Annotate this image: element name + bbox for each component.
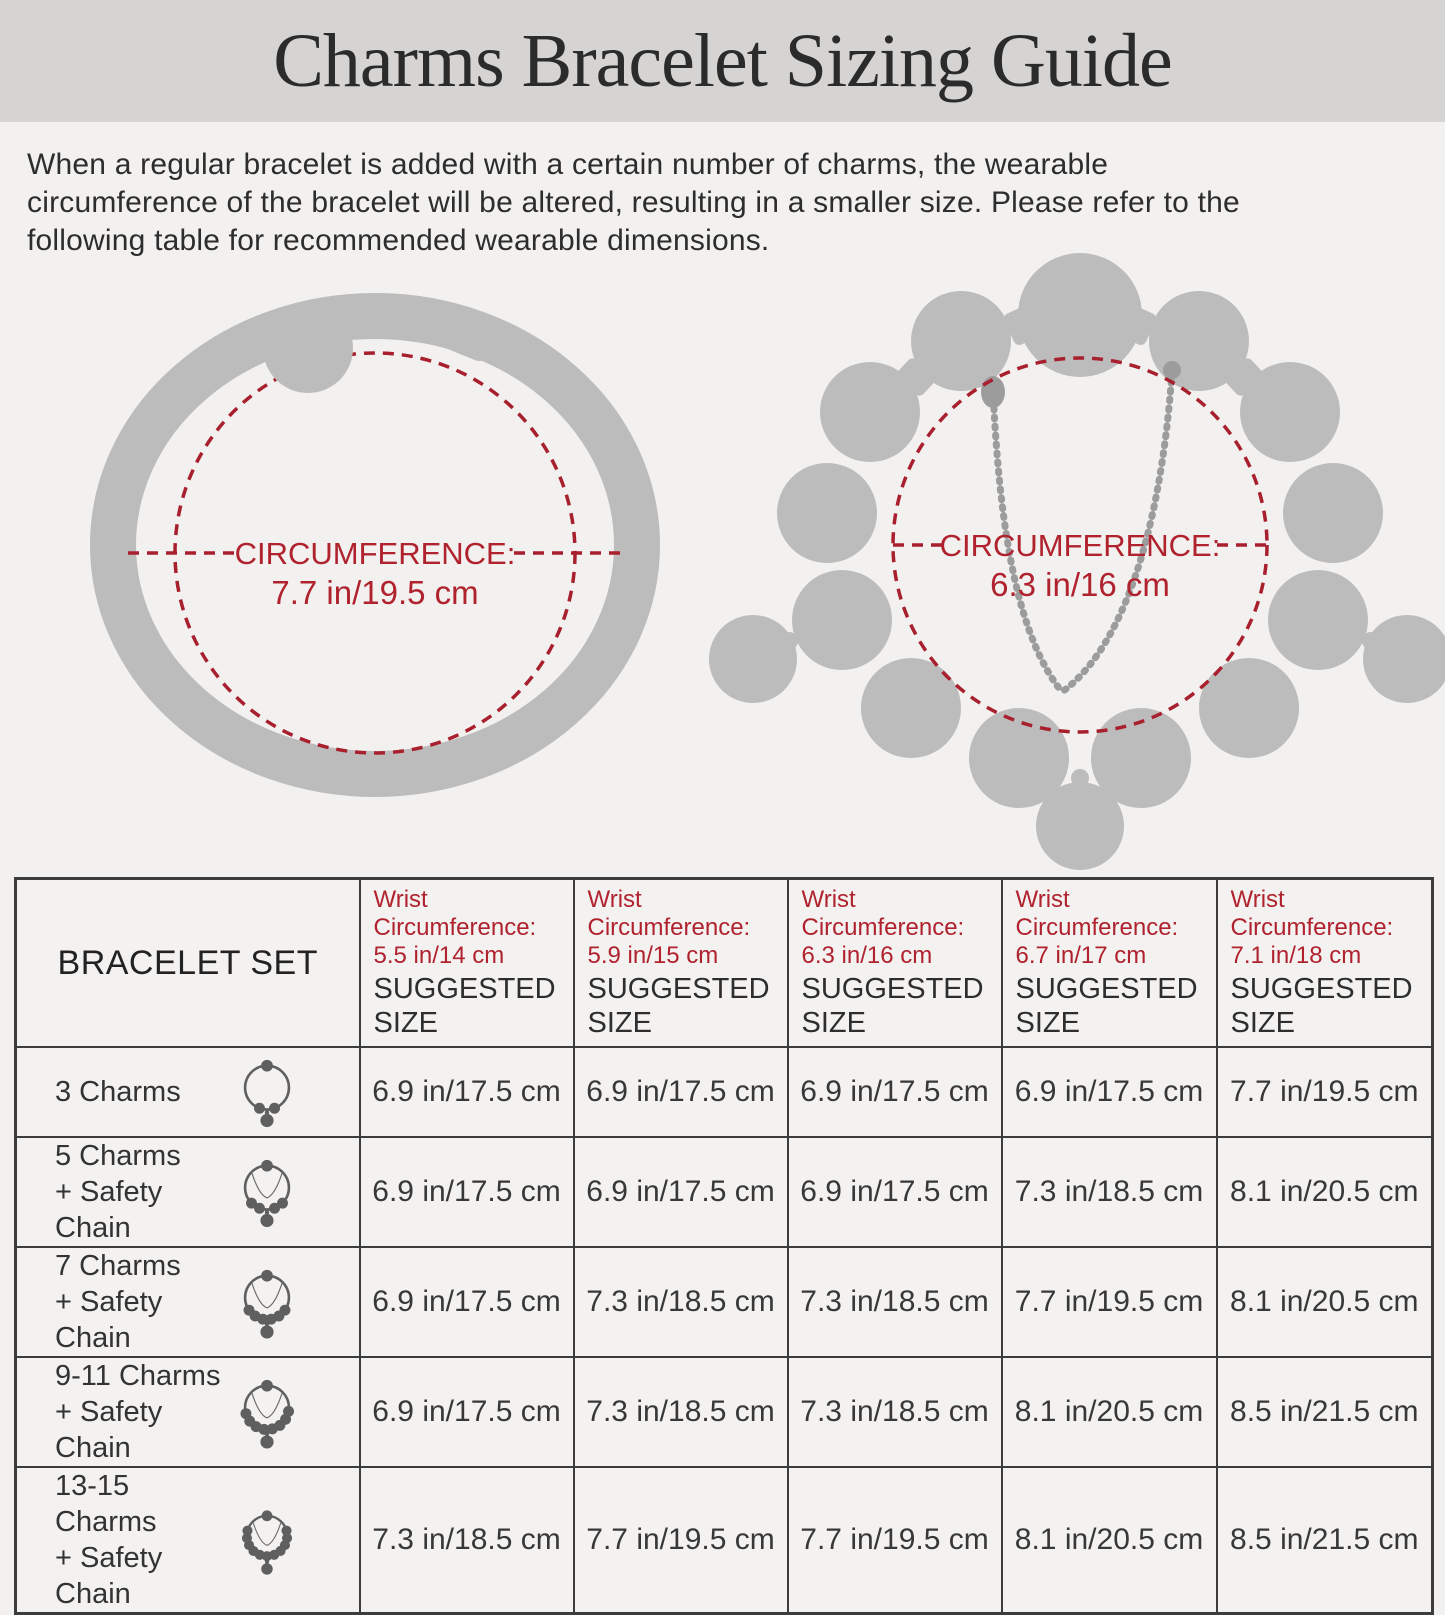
size-value: 6.9 in/17.5 cm (360, 1357, 574, 1467)
set-label: 9-11 Charms + Safety Chain (55, 1360, 221, 1464)
table-row-3-charms (16, 1047, 1433, 1137)
column-header-6-3in (788, 879, 1002, 1048)
dangle-charm-left (709, 615, 798, 703)
table-row-9-11-charms (16, 1357, 1433, 1467)
size-value: 7.3 in/18.5 cm (788, 1247, 1002, 1357)
column-header-5-5in (360, 879, 574, 1048)
page-title: Charms Bracelet Sizing Guide (273, 18, 1172, 103)
charm-circumference-label: CIRCUMFERENCE: (939, 528, 1221, 563)
plain-circumference-value: 7.7 in/19.5 cm (271, 574, 479, 611)
charm-bracelet-diagram (709, 253, 1445, 870)
size-value: 7.3 in/18.5 cm (788, 1357, 1002, 1467)
bracelet-9-11-charms-icon (227, 1374, 307, 1450)
size-value: 6.9 in/17.5 cm (1002, 1047, 1217, 1137)
bracelet-5-charms-icon (227, 1154, 307, 1230)
wrist-circumference-label: Wrist Circumference: (373, 886, 537, 941)
set-label: 5 Charms + Safety Chain (55, 1140, 181, 1244)
set-cell (16, 1137, 360, 1247)
size-value: 6.9 in/17.5 cm (360, 1047, 574, 1137)
wrist-circumference-label: Wrist Circumference: (801, 886, 965, 941)
size-value: 6.9 in/17.5 cm (574, 1137, 788, 1247)
size-value: 6.9 in/17.5 cm (788, 1137, 1002, 1247)
size-value: 7.7 in/19.5 cm (1217, 1047, 1433, 1137)
table-header-row (16, 879, 1433, 1048)
size-value: 6.9 in/17.5 cm (574, 1047, 788, 1137)
plain-circumference-label: CIRCUMFERENCE: (234, 536, 516, 571)
size-value: 6.9 in/17.5 cm (360, 1137, 574, 1247)
set-cell (16, 1247, 360, 1357)
size-value: 7.7 in/19.5 cm (1002, 1247, 1217, 1357)
suggested-size-label: SUGGESTED SIZE (1015, 973, 1198, 1039)
wrist-circumference-value: 6.7 in/17 cm (1015, 942, 1147, 969)
size-value: 8.1 in/20.5 cm (1217, 1247, 1433, 1357)
suggested-size-label: SUGGESTED SIZE (587, 973, 770, 1039)
wrist-circumference-value: 5.5 in/14 cm (373, 942, 505, 969)
set-cell (16, 1467, 360, 1614)
table-row-7-charms (16, 1247, 1433, 1357)
bracelet-3-charms-icon (227, 1054, 307, 1130)
wrist-circumference-label: Wrist Circumference: (1230, 886, 1394, 941)
safety-chain (981, 361, 1181, 692)
column-header-7-1in (1217, 879, 1433, 1048)
wrist-circumference-value: 6.3 in/16 cm (801, 942, 933, 969)
set-cell (16, 1047, 360, 1137)
clasp-bead (263, 303, 353, 393)
size-value: 7.7 in/19.5 cm (788, 1467, 1002, 1614)
size-value: 6.9 in/17.5 cm (360, 1247, 574, 1357)
table-row-13-15-charms (16, 1467, 1433, 1614)
column-header-6-7in (1002, 879, 1217, 1048)
suggested-size-label: SUGGESTED SIZE (1230, 973, 1413, 1039)
column-header-5-9in (574, 879, 788, 1048)
size-value: 7.3 in/18.5 cm (574, 1247, 788, 1357)
size-value: 7.3 in/18.5 cm (1002, 1137, 1217, 1247)
bracelet-13-15-charms-icon (227, 1505, 307, 1575)
bracelet-set-header: BRACELET SET (16, 879, 360, 1048)
set-label: 7 Charms + Safety Chain (55, 1250, 181, 1354)
size-value: 6.9 in/17.5 cm (788, 1047, 1002, 1137)
bracelet-7-charms-icon (227, 1264, 307, 1340)
size-value: 7.3 in/18.5 cm (574, 1357, 788, 1467)
suggested-size-label: SUGGESTED SIZE (373, 973, 556, 1039)
size-value: 8.1 in/20.5 cm (1002, 1357, 1217, 1467)
set-label: 3 Charms (55, 1076, 181, 1108)
intro-text: When a regular bracelet is added with a certain number of charms, the wearable circumference of the bracelet will be altered, resulting in a smaller size. Please refer to the following table for recommended wearable dimensions. (27, 148, 1240, 257)
wrist-circumference-value: 5.9 in/15 cm (587, 942, 719, 969)
wrist-circumference-label: Wrist Circumference: (587, 886, 751, 941)
set-cell (16, 1357, 360, 1467)
dangle-charm-right (1362, 615, 1445, 703)
suggested-size-label: SUGGESTED SIZE (801, 973, 984, 1039)
set-label: 13-15 Charms + Safety Chain (55, 1470, 163, 1610)
wrist-circumference-value: 7.1 in/18 cm (1230, 942, 1362, 969)
size-value: 7.7 in/19.5 cm (574, 1467, 788, 1614)
size-value: 8.1 in/20.5 cm (1002, 1467, 1217, 1614)
size-value: 8.5 in/21.5 cm (1217, 1467, 1433, 1614)
size-value: 8.1 in/20.5 cm (1217, 1137, 1433, 1247)
plain-bracelet-diagram (113, 301, 637, 774)
size-value: 8.5 in/21.5 cm (1217, 1357, 1433, 1467)
sizing-table (14, 877, 1434, 1615)
table-row-5-charms (16, 1137, 1433, 1247)
size-value: 7.3 in/18.5 cm (360, 1467, 574, 1614)
wrist-circumference-label: Wrist Circumference: (1015, 886, 1179, 941)
charm-circumference-value: 6.3 in/16 cm (990, 566, 1170, 603)
